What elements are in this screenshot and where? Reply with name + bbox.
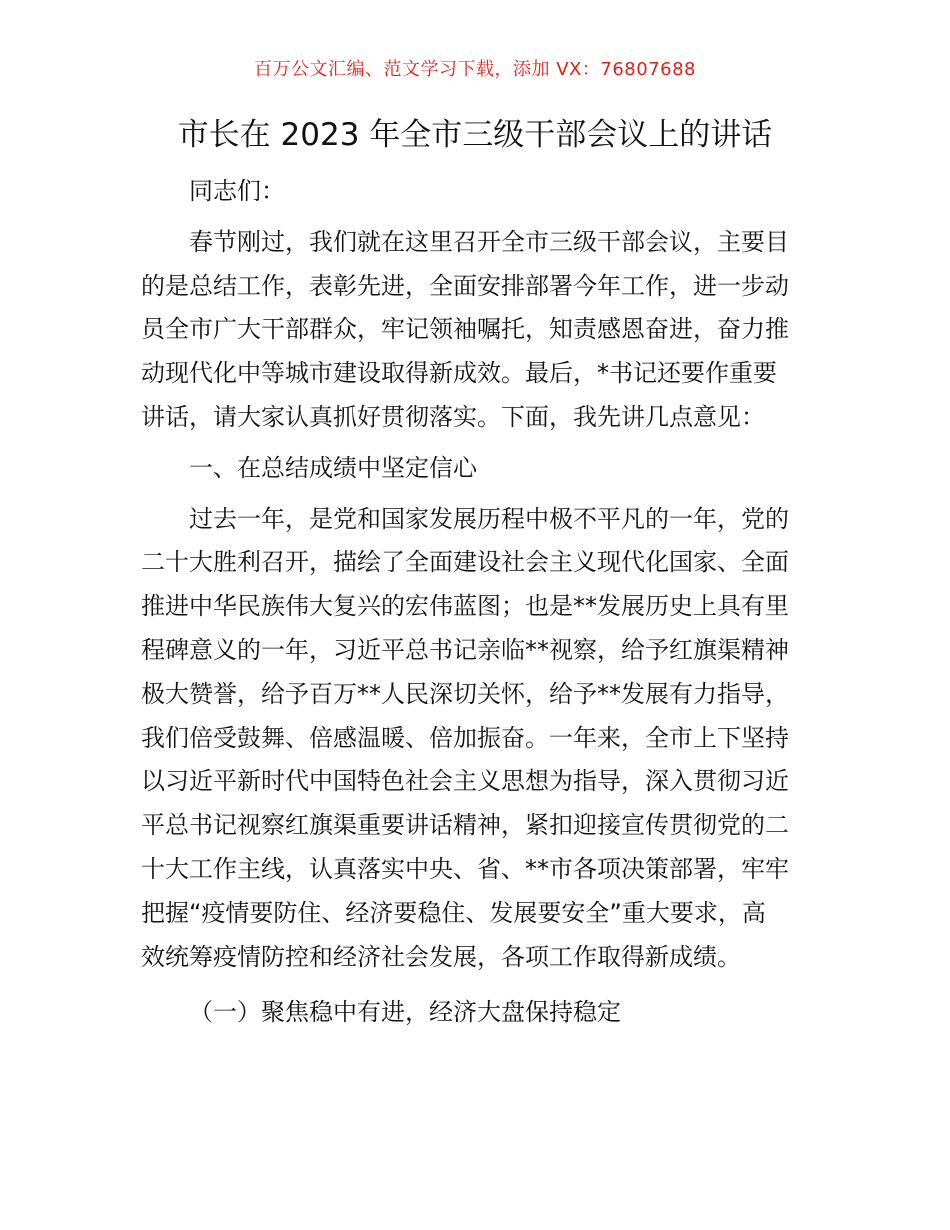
paragraph-line: 二十大胜利召开，描绘了全面建设社会主义现代化国家、全面 <box>141 548 789 577</box>
header-watermark-note: 百万公文汇编、范文学习下载，添加 VX：76807688 <box>254 59 696 80</box>
paragraph-line: 平总书记视察红旗渠重要讲话精神，紧扣迎接宣传贯彻党的二 <box>141 811 789 840</box>
salutation: 同志们： <box>189 177 285 205</box>
paragraph-line: 的是总结工作，表彰先进，全面安排部署今年工作，进一步动 <box>141 271 789 300</box>
paragraph-line: 动现代化中等城市建设取得新成效。最后，*书记还要作重要 <box>141 359 777 388</box>
paragraph-opening <box>141 221 813 440</box>
subsection-heading-1: （一）聚焦稳中有进，经济大盘保持稳定 <box>189 998 621 1027</box>
paragraph-line: 我们倍受鼓舞、倍感温暖、倍加振奋。一年来，全市上下坚持 <box>141 723 789 752</box>
paragraph-line: 十大工作主线，认真落实中央、省、**市各项决策部署，牢牢 <box>141 854 789 883</box>
paragraph-line: 以习近平新时代中国特色社会主义思想为指导，深入贯彻习近 <box>141 767 789 796</box>
paragraph-line: 极大赞誉，给予百万**人民深切关怀，给予**发展有力指导， <box>141 679 789 708</box>
paragraph-achievements <box>141 498 813 980</box>
paragraph-line: 程碑意义的一年，习近平总书记亲临**视察，给予红旗渠精神 <box>141 635 789 664</box>
paragraph-line: 效统筹疫情防控和经济社会发展，各项工作取得新成绩。 <box>141 942 741 971</box>
paragraph-line: 员全市广大干部群众，牢记领袖嘱托，知责感恩奋进，奋力推 <box>141 315 789 344</box>
paragraph-line: 把握“疫情要防住、经济要稳住、发展要安全”重大要求，高 <box>141 898 766 927</box>
document-body <box>141 170 813 1035</box>
paragraph-line: 春节刚过，我们就在这里召开全市三级干部会议，主要目 <box>189 227 789 256</box>
paragraph-line: 推进中华民族伟大复兴的宏伟蓝图；也是**发展历史上具有里 <box>141 592 789 621</box>
document-title: 市长在 2023 年全市三级干部会议上的讲话 <box>177 117 773 153</box>
section-heading-1: 一、在总结成绩中坚定信心 <box>189 453 477 482</box>
paragraph-line: 讲话，请大家认真抓好贯彻落实。下面，我先讲几点意见： <box>141 402 765 431</box>
paragraph-line: 过去一年，是党和国家发展历程中极不平凡的一年，党的 <box>189 504 789 533</box>
